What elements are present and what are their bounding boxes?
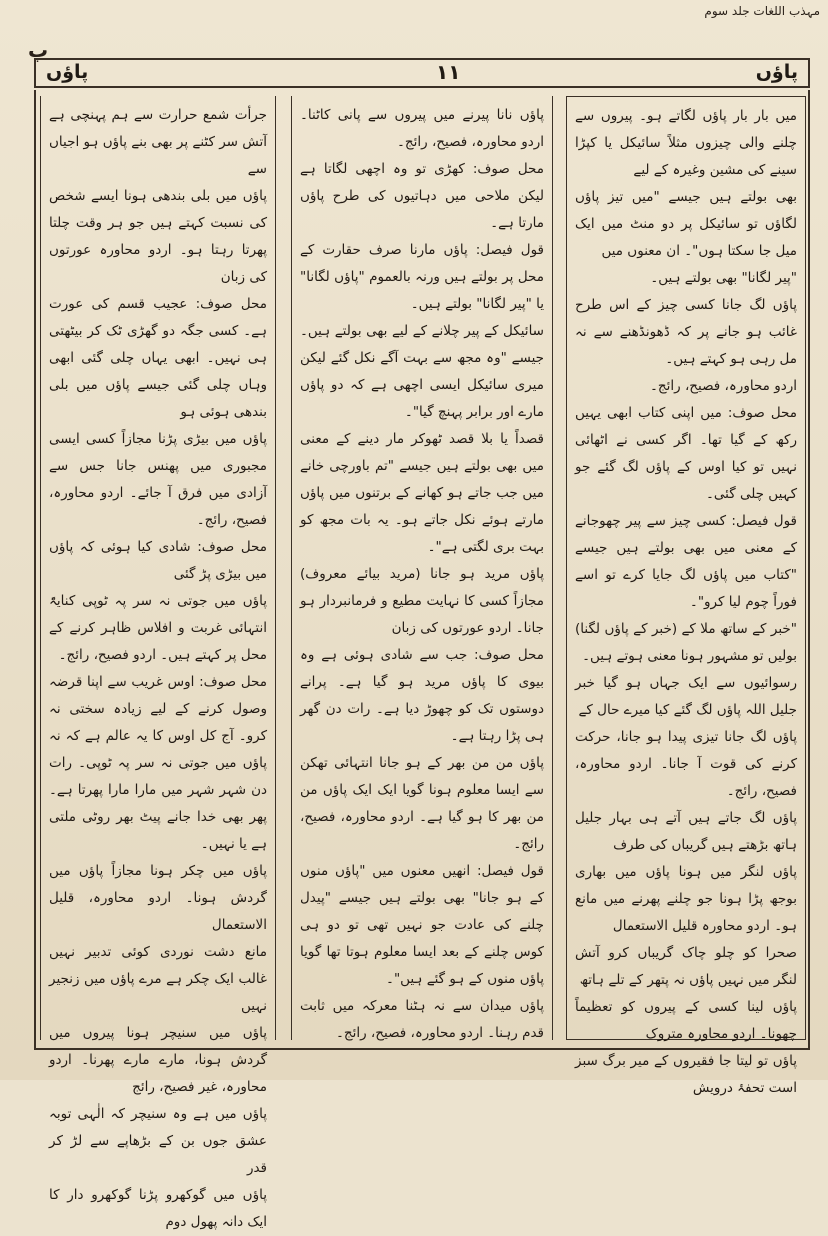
entry-paragraph: پاؤں میں سنیچر ہونا پیروں میں گردش ہونا، مارے مارے پھرنا۔ اردو محاورہ، غیر فصیح، رائج (49, 1025, 267, 1095)
column-right (566, 96, 806, 1096)
entry-paragraph: "پیر لگانا" بھی بولتے ہیں۔ (650, 270, 797, 286)
column-middle (291, 96, 553, 1040)
entry-paragraph: صحرا کو چلو چاک گریباں کرو آتش لنگر میں نہیں پاؤں نہ پتھر کے تلے ہاتھ (575, 945, 797, 988)
entry-paragraph: پاؤں تو لیتا جا فقیروں کے میر برگ سبز است تحفۂ درویش (575, 1053, 797, 1096)
page-letter: پ (28, 38, 49, 62)
page-number: ١١ (436, 60, 461, 84)
entry-paragraph: قصداً یا بلا قصد ٹھوکر مار دینے کے معنی میں بھی بولتے ہیں جیسے "تم باورچی خانے میں جب جاتے ہو کھانے کے برتنوں میں پاؤں مارتے ہوئے نکل جاتے ہو۔ یہ بات مجھ کو بہت بری لگتی ہے"۔ (300, 431, 544, 555)
entry-paragraph: جرأت شمع حرارت سے ہم پہنچی ہے آتش سر کٹنے پر بھی بنے پاؤں ہو اجیاں سے (49, 107, 267, 177)
entry-paragraph: بھی بولتے ہیں جیسے "میں تیز پاؤں لگاؤں تو سائیکل پر دو منٹ میں ایک میل جا سکتا ہوں"۔ ان معنوں میں (575, 189, 797, 259)
entry-paragraph: پاؤں نانا پیرنے میں پیروں سے پانی کاٹنا۔ اردو محاورہ، فصیح، رائج۔ (300, 107, 544, 150)
entry-paragraph: رسوائیوں سے ایک جہاں ہو گیا خبر جلیل اللہ پاؤں لگ گئے کیا میرے حال کے (575, 675, 797, 718)
entry-paragraph: اردو محاورہ، فصیح، رائج۔ (650, 378, 797, 394)
entry-paragraph: سائیکل کے پیر چلانے کے لیے بھی بولتے ہیں۔ جیسے "وہ مجھ سے بہت آگے نکل گئے لیکن میری سائیکل ایسی اچھی ہے کہ دو پاؤں مارے اور برابر پہنچ گیا"۔ (300, 323, 544, 420)
entry-paragraph: محل صوف: کھڑی تو وہ اچھی لگاتا ہے لیکن ملاحی میں دہاتیوں کی طرح پاؤں مارتا ہے۔ (300, 161, 544, 231)
headword-left: پاؤں (46, 61, 89, 83)
entry-paragraph: پاؤں مرید ہو جانا (مرید بیائے معروف) مجازاً کسی کا نہایت مطیع و فرمانبردار ہو جانا۔ اردو عورتوں کی زبان (300, 566, 544, 636)
entry-paragraph: پاؤں میں جوتی نہ سر پہ ٹوپی کنایۃً انتہائی غربت و افلاس ظاہر کرنے کے محل پر کہتے ہیں۔ اردو فصیح، رائج۔ (49, 593, 267, 663)
entry-paragraph: محل صوف: شادی کیا ہوئی کہ پاؤں میں بیڑی پڑ گئی (49, 539, 267, 582)
column-left (40, 96, 276, 1230)
entry-paragraph: پاؤں لگ جانا کسی چیز کے اس طرح غائب ہو جانے پر کہ ڈھونڈھنے سے نہ مل رہی ہو کہتے ہیں۔ (575, 297, 797, 367)
entry-paragraph: محل صوف: اوس غریب سے اپنا قرضہ وصول کرنے کے لیے زیادہ سختی نہ کرو۔ آج کل اوس کا یہ عالم ہے کہ نہ پاؤں میں جوتی نہ سر پہ ٹوپی۔ رات دن شہر شہر میں مارا مارا پھرتا ہے۔ پھر بھی خدا جانے پیٹ بھر روٹی ملتی ہے یا نہیں۔ (49, 674, 267, 852)
entry-paragraph: محل صوف: عجیب قسم کی عورت ہے۔ کسی جگہ دو گھڑی ٹک کر بیٹھتی ہی نہیں۔ ابھی یہاں چلی گئی ابھی وہاں چلی گئی جیسے پاؤں میں بلی بندھی ہوئی ہو (49, 296, 267, 420)
entry-paragraph: قول فیصل: پاؤں مارنا صرف حقارت کے محل پر بولتے ہیں ورنہ بالعموم "پاؤں لگانا" یا "پیر لگانا" بولتے ہیں۔ (300, 242, 544, 312)
headword-right: پاؤں (755, 61, 798, 83)
entry-paragraph: پاؤں میں ہے وہ سنیچر کہ الٰہی توبہ عشق جوں بن کے بڑھاپے سے لڑ کر قدر (49, 1106, 267, 1176)
entry-paragraph: پاؤں لینا کسی کے پیروں کو تعظیماً چھونا۔ اردو محاورہ متروک (575, 999, 797, 1042)
entry-paragraph: پاؤں لنگر میں ہونا پاؤں میں بھاری بوجھ پڑا ہونا جو چلنے پھرنے میں مانع ہو۔ اردو محاورہ قلیل الاستعمال (575, 864, 797, 934)
entry-paragraph: میں بار بار پاؤں لگاتے ہو۔ پیروں سے چلنے والی چیزوں مثلاً سائیکل یا کپڑا سینے کی مشین وغیرہ کے لیے (575, 108, 797, 178)
entry-paragraph: قول فیصل: کسی چیز سے پیر چھوجانے کے معنی میں بھی بولتے ہیں جیسے "کتاب میں پاؤں لگ جایا کرے تو اسے فوراً چوم لیا کرو"۔ (575, 513, 797, 610)
entry-paragraph: "خبر کے ساتھ ملا کے (خبر کے پاؤں لگنا) بولیں تو مشہور ہونا معنی ہوتے ہیں۔ (575, 621, 797, 664)
entry-paragraph: محل صوف: میں اپنی کتاب ابھی یہیں رکھ کے گیا تھا۔ اگر کسی نے اٹھائی نہیں تو کیا اوس کے پاؤں لگ گئے جو کہیں چلی گئی۔ (575, 405, 797, 502)
entry-paragraph: پاؤں لگ جاتے ہیں آتے ہی بہار جلیل ہاتھ بڑھتے ہیں گریباں کی طرف (575, 810, 797, 853)
entry-paragraph: پاؤں میں گوکھرو پڑنا گوکھرو دار کا ایک دانہ پھول دوم (49, 1187, 267, 1230)
entry-paragraph: پاؤں لگ جانا تیزی پیدا ہو جانا، حرکت کرنے کی قوت آ جانا۔ اردو محاورہ، فصیح، رائج۔ (575, 729, 797, 799)
entry-paragraph: مانع دشت نوردی کوئی تدبیر نہیں غالب ایک چکر ہے مرے پاؤں میں زنجیر نہیں (49, 944, 267, 1014)
entry-paragraph: پاؤں میں بلی بندھی ہونا ایسے شخص کی نسبت کہتے ہیں جو ہر وقت چلتا پھرتا رہتا ہو۔ اردو محاورہ عورتوں کی زبان (49, 188, 267, 285)
book-title: مہذب اللغات جلد سوم (704, 4, 820, 18)
entry-paragraph: پاؤں میدان سے نہ ہٹنا معرکہ میں ثابت قدم رہنا۔ اردو محاورہ، فصیح، رائج۔ (300, 998, 544, 1041)
entry-paragraph: پاؤں من من بھر کے ہو جانا انتہائی تھکن سے ایسا معلوم ہونا گویا ایک ایک پاؤں من من بھر کا ہو گیا ہے۔ اردو محاورہ، فصیح، رائج۔ (300, 755, 544, 852)
entry-paragraph: قول فیصل: انھیں معنوں میں "پاؤں منوں کے ہو جانا" بھی بولتے ہیں جیسے "پیدل چلنے کی عادت جو نہیں تھی تو دو ہی کوس چلنے کے بعد ایسا معلوم ہوتا تھا گویا پاؤں منوں کے ہو گئے ہیں"۔ (300, 863, 544, 987)
page-header (34, 58, 810, 88)
entry-paragraph: پاؤں میں چکر ہونا مجازاً پاؤں میں گردش ہونا۔ اردو محاورہ، قلیل الاستعمال (49, 863, 267, 933)
entry-paragraph: پاؤں میں بیڑی پڑنا مجازاً کسی ایسی مجبوری میں پھنس جانا جس سے آزادی میں فرق آ جائے۔ اردو محاورہ، فصیح، رائج۔ (49, 431, 267, 528)
entry-paragraph: محل صوف: جب سے شادی ہوئی ہے وہ بیوی کا پاؤں مرید ہو گیا ہے۔ پرانے دوستوں تک کو چھوڑ دیا ہے۔ رات دن گھر ہی پڑا رہتا ہے۔ (300, 647, 544, 744)
